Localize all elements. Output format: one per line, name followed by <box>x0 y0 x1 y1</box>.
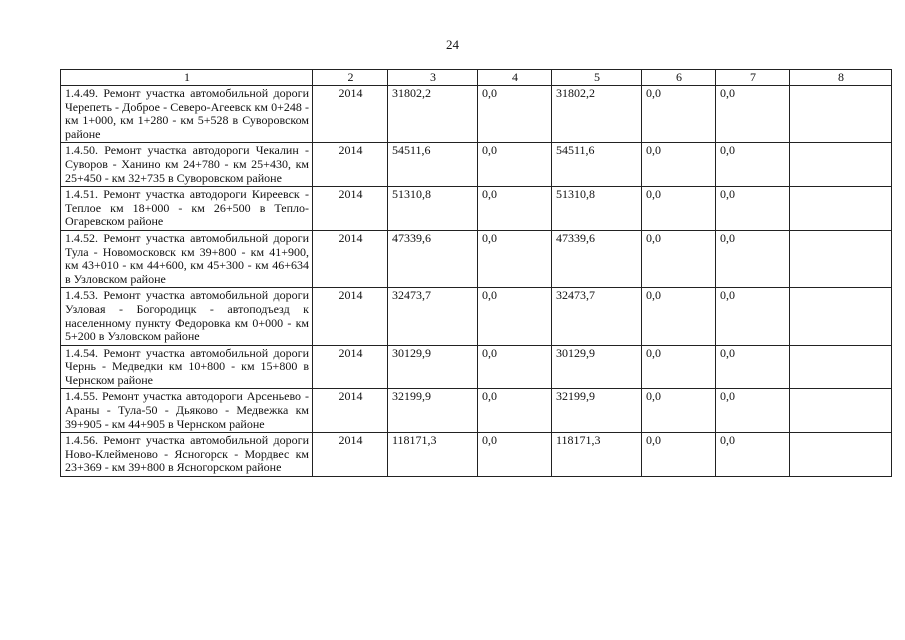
row-col7: 0,0 <box>716 345 790 389</box>
row-col6: 0,0 <box>642 86 716 143</box>
row-col6: 0,0 <box>642 143 716 187</box>
row-col7: 0,0 <box>716 230 790 287</box>
table-row <box>61 433 892 477</box>
page-number: 24 <box>446 37 459 52</box>
header-col-5: 5 <box>552 70 642 86</box>
row-col8 <box>790 230 892 287</box>
row-name: 1.4.56. Ремонт участка автомобильной дороги Ново-Клейменово - Ясногорск - Мордвес км 23+369 - км 39+800 в Ясногорском районе <box>61 433 313 477</box>
row-year: 2014 <box>313 230 388 287</box>
row-col6: 0,0 <box>642 433 716 477</box>
row-col4: 0,0 <box>478 288 552 345</box>
row-col8 <box>790 143 892 187</box>
row-col4: 0,0 <box>478 230 552 287</box>
row-year: 2014 <box>313 86 388 143</box>
header-col-6: 6 <box>642 70 716 86</box>
row-col6: 0,0 <box>642 288 716 345</box>
row-year: 2014 <box>313 187 388 231</box>
row-col5: 30129,9 <box>552 345 642 389</box>
row-col8 <box>790 345 892 389</box>
row-name: 1.4.55. Ремонт участка автодороги Арсеньево - Араны - Тула-50 - Дьяково - Медвежка км 39+905 - км 44+905 в Чернском районе <box>61 389 313 433</box>
row-col5: 32473,7 <box>552 288 642 345</box>
header-row <box>61 70 892 86</box>
table-row <box>61 389 892 433</box>
row-col5: 51310,8 <box>552 187 642 231</box>
row-year: 2014 <box>313 143 388 187</box>
row-col4: 0,0 <box>478 143 552 187</box>
row-col5: 32199,9 <box>552 389 642 433</box>
row-col4: 0,0 <box>478 187 552 231</box>
row-col5: 31802,2 <box>552 86 642 143</box>
row-col3: 47339,6 <box>388 230 478 287</box>
row-col3: 31802,2 <box>388 86 478 143</box>
row-col5: 47339,6 <box>552 230 642 287</box>
budget-table <box>60 69 892 477</box>
row-year: 2014 <box>313 389 388 433</box>
row-col6: 0,0 <box>642 345 716 389</box>
row-year: 2014 <box>313 345 388 389</box>
row-name: 1.4.51. Ремонт участка автодороги Киреевск - Теплое км 18+000 - км 26+500 в Тепло-Огаревском районе <box>61 187 313 231</box>
header-col-3: 3 <box>388 70 478 86</box>
row-col8 <box>790 86 892 143</box>
row-col5: 54511,6 <box>552 143 642 187</box>
header-col-2: 2 <box>313 70 388 86</box>
row-col5: 118171,3 <box>552 433 642 477</box>
row-name: 1.4.50. Ремонт участка автодороги Чекалин - Суворов - Ханино км 24+780 - км 25+430, км 25+450 - км 32+735 в Суворовском районе <box>61 143 313 187</box>
row-col7: 0,0 <box>716 288 790 345</box>
row-col3: 54511,6 <box>388 143 478 187</box>
row-col6: 0,0 <box>642 187 716 231</box>
row-col7: 0,0 <box>716 143 790 187</box>
row-col6: 0,0 <box>642 389 716 433</box>
row-col7: 0,0 <box>716 433 790 477</box>
row-name: 1.4.54. Ремонт участка автомобильной дороги Чернь - Медведки км 10+800 - км 15+800 в Чернском районе <box>61 345 313 389</box>
row-col7: 0,0 <box>716 187 790 231</box>
row-col3: 32199,9 <box>388 389 478 433</box>
row-col3: 51310,8 <box>388 187 478 231</box>
row-name: 1.4.52. Ремонт участка автомобильной дороги Тула - Новомосковск км 39+800 - км 41+900, км 43+010 - км 44+600, км 45+300 - км 46+634 в Узловском районе <box>61 230 313 287</box>
row-col4: 0,0 <box>478 86 552 143</box>
row-col3: 118171,3 <box>388 433 478 477</box>
table-row <box>61 288 892 345</box>
row-year: 2014 <box>313 433 388 477</box>
header-col-8: 8 <box>790 70 892 86</box>
row-col4: 0,0 <box>478 433 552 477</box>
row-col8 <box>790 187 892 231</box>
row-col4: 0,0 <box>478 389 552 433</box>
row-col3: 32473,7 <box>388 288 478 345</box>
table-row <box>61 230 892 287</box>
row-col8 <box>790 288 892 345</box>
table-row <box>61 86 892 143</box>
header-col-7: 7 <box>716 70 790 86</box>
row-name: 1.4.49. Ремонт участка автомобильной дороги Черепеть - Доброе - Северо-Агеевск км 0+248 - км 1+000, км 1+280 - км 5+528 в Суворовском районе <box>61 86 313 143</box>
table-row <box>61 187 892 231</box>
row-col7: 0,0 <box>716 86 790 143</box>
header-col-4: 4 <box>478 70 552 86</box>
row-col8 <box>790 389 892 433</box>
row-col3: 30129,9 <box>388 345 478 389</box>
row-year: 2014 <box>313 288 388 345</box>
table-row <box>61 143 892 187</box>
row-col8 <box>790 433 892 477</box>
row-col6: 0,0 <box>642 230 716 287</box>
row-name: 1.4.53. Ремонт участка автомобильной дороги Узловая - Богородицк - автоподъезд к населенному пункту Федоровка км 0+000 - км 5+200 в Узловском районе <box>61 288 313 345</box>
row-col7: 0,0 <box>716 389 790 433</box>
row-col4: 0,0 <box>478 345 552 389</box>
table-row <box>61 345 892 389</box>
header-col-1: 1 <box>61 70 313 86</box>
